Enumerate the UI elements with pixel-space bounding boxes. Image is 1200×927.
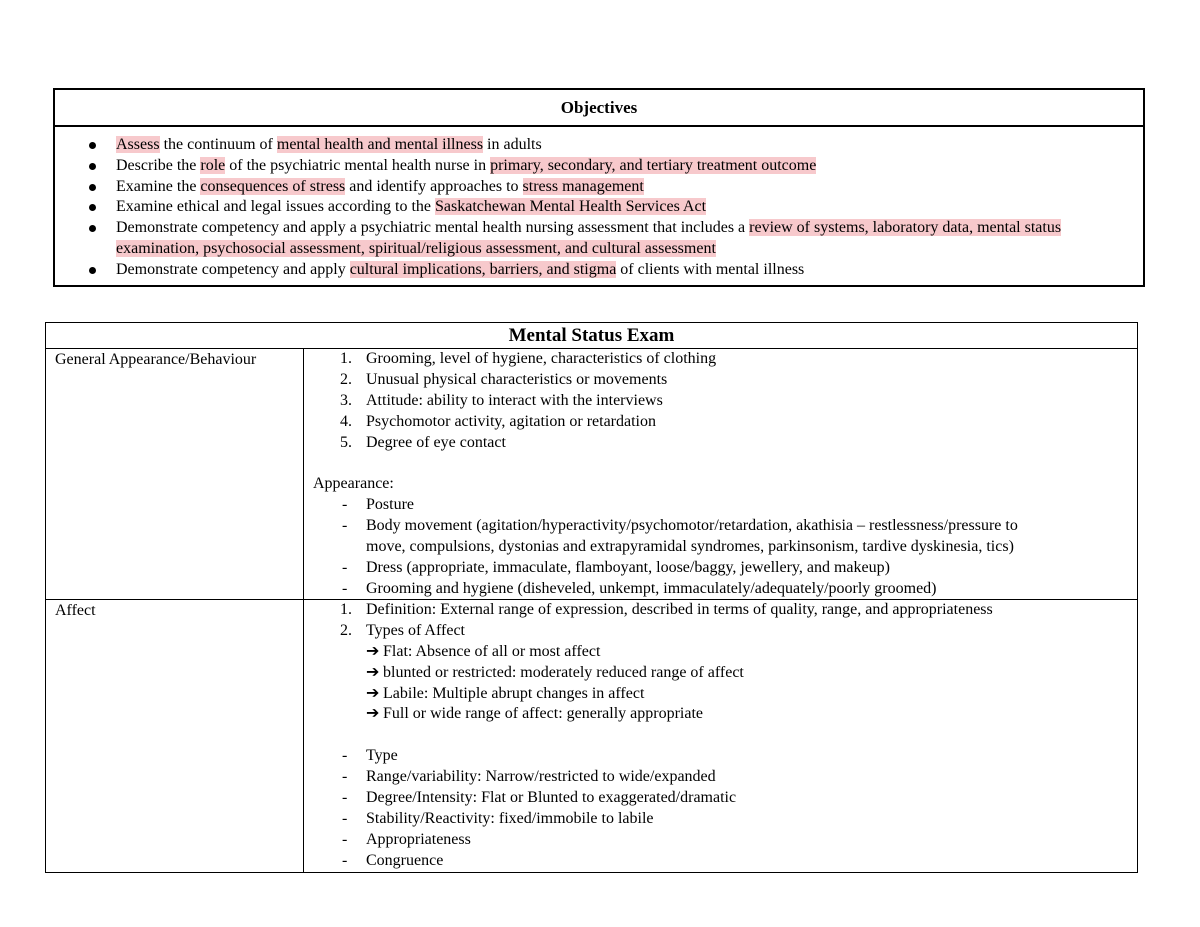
affect-type-item (304, 684, 1137, 705)
objective-item (55, 218, 1143, 260)
dash-item (304, 851, 1137, 872)
list-item-text: Dress (appropriate, immaculate, flamboyant, loose/baggy, jewellery, and makeup) (366, 558, 890, 576)
list-item-text: Grooming and hygiene (disheveled, unkempt, immaculately/adequately/poorly groomed) (366, 579, 937, 597)
list-number: 2. (340, 370, 352, 388)
objective-text: the continuum of (159, 136, 277, 153)
objective-item (55, 260, 1143, 281)
list-item-text: Degree of eye contact (366, 433, 506, 451)
row-label-affect: Affect (55, 602, 96, 619)
list-item-text: Unusual physical characteristics or movements (366, 370, 668, 388)
dash-item (304, 830, 1137, 851)
list-item-text: Range/variability: Narrow/restricted to wide/expanded (366, 768, 716, 786)
dash-item (304, 537, 1137, 558)
highlighted-text: role (200, 156, 226, 174)
objectives-list (55, 127, 1143, 281)
appearance-heading: Appearance: (313, 475, 394, 493)
list-item-text: Labile: Multiple abrupt changes in affect (383, 684, 645, 702)
highlighted-text: stress management (522, 177, 644, 195)
list-item-text: Posture (366, 496, 414, 514)
bullet-icon (89, 204, 96, 211)
bullet-icon (89, 184, 96, 191)
objective-text: of clients with mental illness (616, 260, 805, 278)
list-number: 3. (340, 391, 352, 409)
list-number: 5. (340, 433, 352, 451)
objective-text: Demonstrate competency and apply a psychiatric mental health nursing assessment that includes a (116, 219, 750, 237)
list-item-text: Type (366, 747, 398, 765)
list-item-text: blunted or restricted: moderately reduced range of affect (383, 663, 744, 681)
dash-item (304, 558, 1137, 579)
list-item-text: Degree/Intensity: Flat or Blunted to exaggerated/dramatic (366, 789, 737, 807)
list-dash: - (342, 789, 348, 807)
highlighted-text: review of systems, laboratory data, mental status examination, psychosocial assessment, spiritual/religious assessment, and cultural assessment (116, 219, 1062, 257)
list-item-text: Body movement (agitation/hyperactivity/psychomotor/retardation, akathisia – restlessness/pressure to (366, 517, 1018, 535)
dash-item (304, 495, 1137, 516)
affect-type-item (304, 704, 1137, 725)
list-dash: - (342, 496, 348, 514)
list-item-text: move, compulsions, dystonias and extrapyramidal syndromes, parkinsonism, tardive dyskinesia, tics) (366, 538, 1014, 556)
list-dash: - (342, 851, 348, 869)
bullet-icon (89, 225, 96, 232)
objectives-title: Objectives (55, 90, 1143, 127)
dash-item (304, 767, 1137, 788)
list-dash: - (342, 579, 348, 597)
dash-item (304, 746, 1137, 767)
list-item-text: Attitude: ability to interact with the interviews (366, 391, 663, 409)
mental-status-exam-table (45, 322, 1138, 873)
list-number: 1. (340, 601, 352, 618)
bullet-icon (89, 163, 96, 170)
objective-item (55, 135, 1143, 156)
highlighted-text: cultural implications, barriers, and stigma (349, 260, 617, 278)
dash-item (304, 579, 1137, 600)
arrow-right-icon: ➔ (366, 684, 380, 702)
arrow-right-icon: ➔ (366, 705, 380, 723)
list-dash: - (342, 809, 348, 827)
list-dash: - (342, 768, 348, 786)
objective-text: and identify approaches to (345, 177, 523, 195)
highlighted-text: consequences of stress (200, 177, 346, 195)
objective-item (55, 156, 1143, 177)
bullet-icon (89, 142, 96, 149)
objectives-table (53, 88, 1145, 287)
list-item-text: Psychomotor activity, agitation or retardation (366, 412, 656, 430)
table-row-affect (46, 600, 1137, 872)
highlighted-text: Assess (116, 136, 160, 153)
highlighted-text: mental health and mental illness (276, 136, 484, 153)
highlighted-text: primary, secondary, and tertiary treatment outcome (490, 156, 817, 174)
numbered-item (304, 433, 1137, 454)
affect-type-item (304, 642, 1137, 663)
list-item-text: Definition: External range of expression, described in terms of quality, range, and appropriateness (366, 601, 993, 618)
objective-item (55, 197, 1143, 218)
numbered-item (304, 349, 1137, 370)
objective-text: Describe the (116, 156, 201, 174)
row-label-general-appearance: General Appearance/Behaviour (55, 351, 257, 368)
dash-item (304, 809, 1137, 830)
list-item-text: Grooming, level of hygiene, characteristics of clothing (366, 350, 717, 367)
list-number: 2. (340, 621, 352, 639)
table-row-general-appearance (46, 349, 1137, 600)
arrow-right-icon: ➔ (366, 642, 380, 660)
list-number: 1. (340, 350, 352, 367)
list-dash: - (342, 558, 348, 576)
list-item-text: Flat: Absence of all or most affect (383, 642, 601, 660)
objective-item (55, 177, 1143, 198)
dash-item (304, 516, 1137, 537)
arrow-right-icon: ➔ (366, 663, 380, 681)
list-number: 4. (340, 412, 352, 430)
numbered-item (304, 391, 1137, 412)
affect-type-item (304, 663, 1137, 684)
list-item-text: Types of Affect (366, 621, 465, 639)
highlighted-text: Saskatchewan Mental Health Services Act (435, 198, 707, 216)
list-item-text: Appropriateness (366, 830, 471, 848)
objective-text: Demonstrate competency and apply (116, 260, 350, 278)
objective-text: Examine the (116, 177, 201, 195)
objective-text: Examine ethical and legal issues according to the (116, 198, 435, 216)
list-dash: - (342, 830, 348, 848)
row-content-affect (303, 600, 1137, 872)
mse-title: Mental Status Exam (46, 323, 1137, 349)
list-dash: - (342, 517, 348, 535)
list-item-text: Stability/Reactivity: fixed/immobile to labile (366, 809, 654, 827)
objective-text: of the psychiatric mental health nurse in (225, 156, 491, 174)
list-dash: - (342, 747, 348, 765)
list-item-text: Congruence (366, 851, 444, 869)
numbered-item (304, 370, 1137, 391)
list-item-text: Full or wide range of affect: generally appropriate (383, 705, 704, 723)
row-content-general-appearance (303, 349, 1137, 599)
numbered-item (304, 621, 1137, 642)
bullet-icon (89, 267, 96, 274)
numbered-item (304, 412, 1137, 433)
numbered-item (304, 600, 1137, 621)
dash-item (304, 788, 1137, 809)
objective-text: in adults (483, 136, 542, 153)
